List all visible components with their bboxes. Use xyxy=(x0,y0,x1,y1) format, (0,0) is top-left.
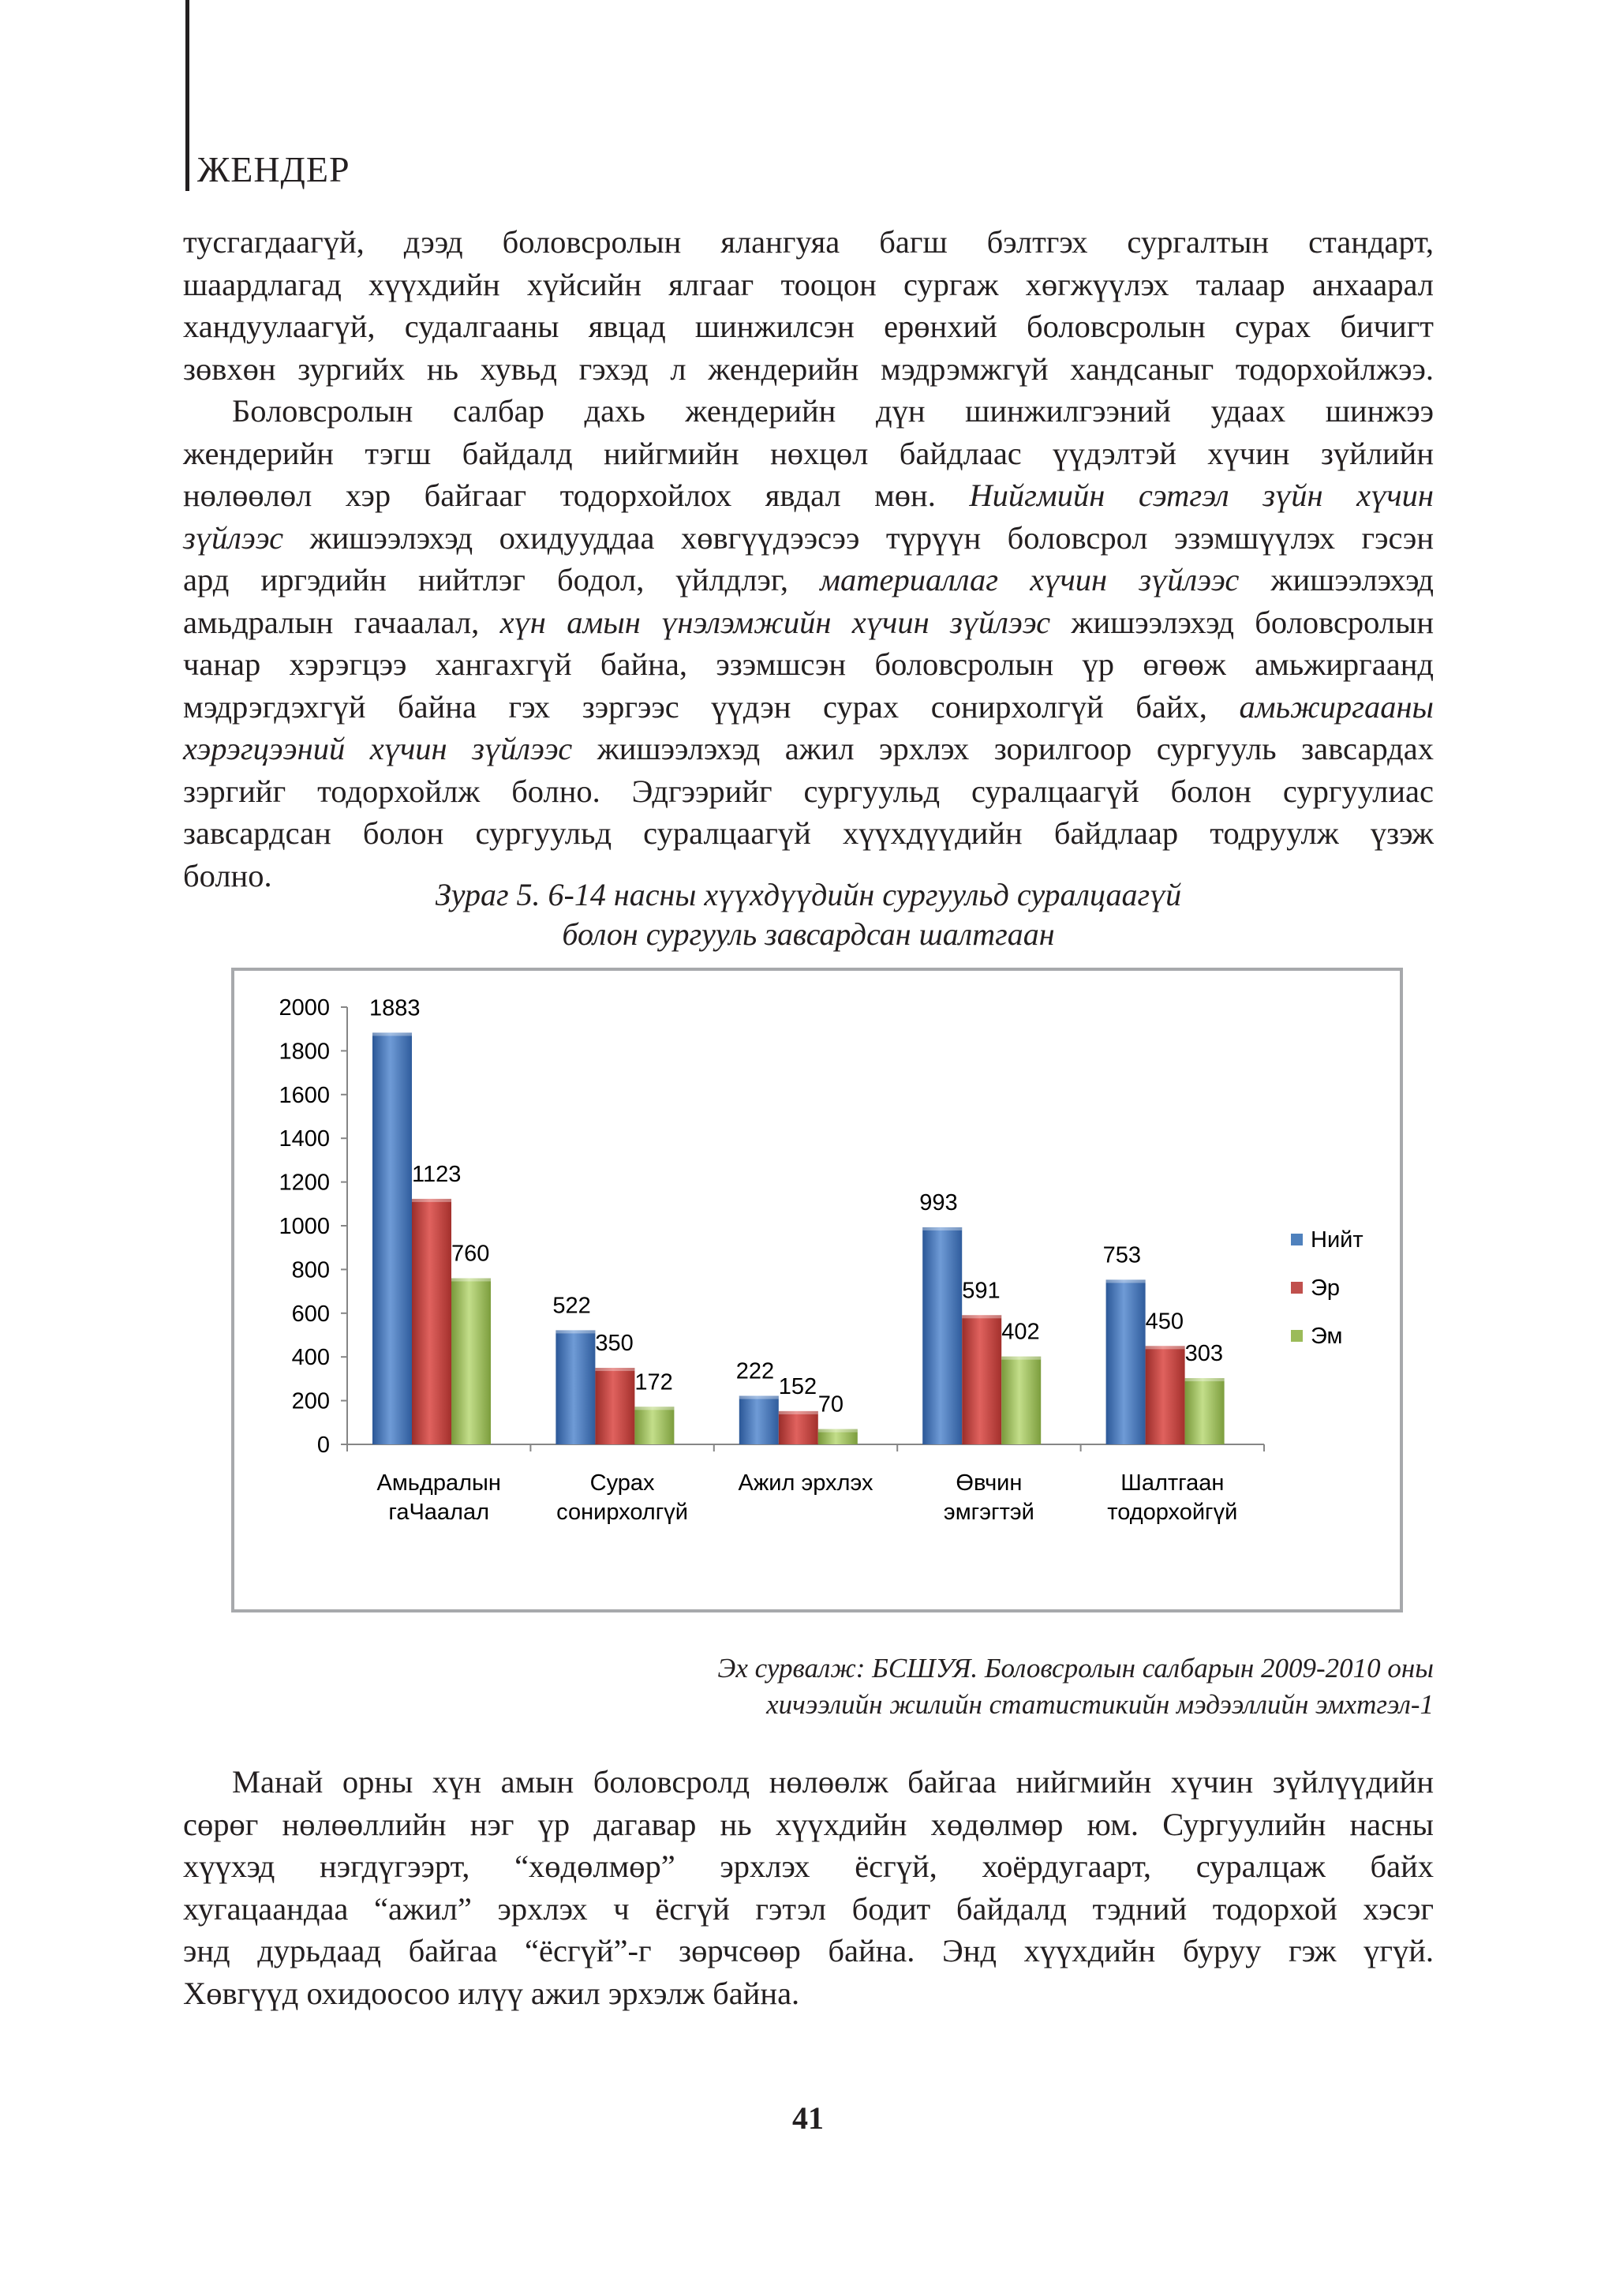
y-tick-label: 0 xyxy=(316,1433,330,1458)
text-line xyxy=(183,728,1434,770)
data-label: 753 xyxy=(1102,1242,1141,1268)
figure-source xyxy=(487,1650,1434,1723)
bar-top-highlight xyxy=(1001,1357,1041,1360)
bar-Нийт xyxy=(372,1032,412,1444)
y-tick-label: 600 xyxy=(291,1301,330,1327)
page-number: 41 xyxy=(792,2100,824,2136)
text-span: мэдрэгдэхгүй байна гэх зэргээс үүдэн сурах сонирхолгүй байх, xyxy=(183,688,1240,725)
text-span: нөлөөлөл хэр байгааг тодорхойлох явдал мөн. xyxy=(183,478,970,513)
legend-swatch xyxy=(1291,1330,1303,1342)
bar-Эм xyxy=(1185,1378,1225,1444)
category-label: сонирхолгүй xyxy=(556,1500,689,1525)
text-line xyxy=(183,517,1434,560)
caption-line-1: Зураг 5. 6-14 насны хүүхдүүдийн сургуульд суралцаагүй xyxy=(435,877,1182,912)
bar-Эм xyxy=(451,1278,491,1444)
y-tick-label: 1800 xyxy=(279,1039,330,1065)
figure-caption xyxy=(183,875,1434,954)
data-label: 1883 xyxy=(369,995,421,1021)
text-span: жишээлэхэд охидууддаа хөвгүүдээсээ түрүүн боловсрол эзэмшүүлэх гэсэн xyxy=(283,519,1434,556)
y-tick-label: 1200 xyxy=(279,1170,330,1196)
text-span: жишээлэхэд ажил эрхлэх зорилгоор сургууль завсардах xyxy=(572,731,1434,766)
text-line: жендерийн тэгш байдалд нийгмийн нөхцөл байдлаас үүдэлтэй хүчин зүйлийн xyxy=(183,435,1434,471)
y-tick-label: 2000 xyxy=(279,995,330,1021)
bar-top-highlight xyxy=(412,1199,451,1202)
text-line: зөвхөн зургийх нь хувьд гэхэд л жендерийн мэдрэмжгүй хандсаныг тодорхойлжээ. xyxy=(183,350,1434,387)
bar-Эр xyxy=(962,1315,1001,1444)
text-line: хандуулаагүй, судалгааны явцад шинжилсэн ерөнхий боловсролын сурах бичигт xyxy=(183,309,1434,344)
text-line: тусгагдаагүй, дээд боловсролын ялангуяа багш бэлтгэх сургалтын стандарт, xyxy=(183,224,1434,260)
text-line: энд дурьдаад байгаа “ёсгүй”-г зөрчсөөр байна. Энд хүүхдийн буруу гэж үгүй. xyxy=(183,1933,1434,1968)
legend-swatch xyxy=(1291,1282,1303,1294)
text-line xyxy=(183,559,1434,601)
text-line: зэргийг тодорхойлж болно. Эдгээрийг сургуульд суралцаагүй болон сургуулиас xyxy=(183,773,1434,809)
data-label: 760 xyxy=(451,1241,490,1267)
italic-term: Нийгмийн сэтгэл зүйн хүчин xyxy=(969,478,1435,513)
bar-Эр xyxy=(595,1368,634,1444)
text-line: Хөвгүүд охидоосоо илүү ажил эрхэлж байна. xyxy=(183,1975,800,2011)
data-label: 152 xyxy=(778,1373,817,1399)
data-label: 522 xyxy=(552,1293,591,1319)
category-label: тодорхойгүй xyxy=(1107,1500,1238,1525)
category-label: Ажил эрхлэх xyxy=(738,1470,873,1496)
data-label: 591 xyxy=(962,1278,1001,1304)
y-tick-label: 800 xyxy=(291,1257,330,1283)
y-tick-label: 1000 xyxy=(279,1214,330,1239)
data-label: 70 xyxy=(817,1391,844,1418)
bar-top-highlight xyxy=(634,1406,674,1410)
data-label: 402 xyxy=(1001,1319,1040,1345)
italic-term: хүн амын үнэлэмжийн хүчин зүйлээс xyxy=(499,604,1051,640)
text-span: жишээлэхэд боловсролын xyxy=(1050,604,1434,640)
text-line xyxy=(183,601,1434,644)
data-label: 993 xyxy=(919,1189,958,1215)
text-span: жишээлэхэд xyxy=(1239,562,1434,597)
text-line: хугацаандаа “ажил” эрхлэх ч ёсгүй гэтэл бодит байдалд тэдний тодорхой хэсэг xyxy=(183,1890,1434,1927)
paragraph-2 xyxy=(183,390,1434,897)
text-line xyxy=(183,474,1434,517)
bar-top-highlight xyxy=(922,1227,962,1230)
source-line-2: хичээлийн жилийн статистикийн мэдээллийн эмхтгэл-1 xyxy=(766,1689,1434,1720)
category-label: эмгэгтэй xyxy=(943,1500,1034,1525)
paragraph-3 xyxy=(183,1761,1434,2014)
bar-top-highlight xyxy=(1106,1279,1146,1283)
bar-Эр xyxy=(412,1199,451,1444)
paragraph-1 xyxy=(183,221,1434,390)
bar-top-highlight xyxy=(818,1429,858,1433)
italic-term: хэрэгцээний хүчин зүйлээс xyxy=(183,731,573,766)
bar-Эр xyxy=(779,1411,818,1444)
legend-label: Нийт xyxy=(1311,1227,1364,1253)
data-label: 303 xyxy=(1184,1341,1223,1367)
text-line: сөрөг нөлөөллийн нэг үр дагавар нь хүүхдийн хөдөлмөр юм. Сургуулийн насны xyxy=(183,1806,1434,1842)
legend-swatch xyxy=(1291,1234,1303,1245)
data-label: 450 xyxy=(1145,1309,1184,1335)
text-line: чанар хэрэгцээ хангахгүй байна, эзэмшсэн боловсролын үр өгөөж амьжиргаанд xyxy=(183,646,1434,682)
text-line: шаардлагад хүүхдийн хүйсийн ялгааг тооцон сургаж хөгжүүлэх талаар анхаарал xyxy=(183,266,1434,302)
data-label: 350 xyxy=(595,1331,634,1357)
legend-label: Эм xyxy=(1311,1324,1343,1349)
bar-Нийт xyxy=(922,1227,962,1444)
caption-line-2: болон сургууль завсардсан шалтгаан xyxy=(562,916,1055,952)
text-line: болно. xyxy=(183,857,272,893)
category-label: Өвчин xyxy=(956,1470,1023,1496)
category-label: гаЧаалал xyxy=(388,1500,490,1525)
bar-top-highlight xyxy=(595,1368,634,1371)
category-label: Амьдралын xyxy=(376,1470,501,1496)
text-line: завсардсан болон сургуульд суралцаагүй хүүхдүүдийн байдлаар тодруулж үзэж xyxy=(183,815,1434,851)
bar-Нийт xyxy=(1106,1279,1146,1444)
y-tick-label: 400 xyxy=(291,1345,330,1371)
text-line: Боловсролын салбар дахь жендерийн дүн шинжилгээний удаах шинжээ xyxy=(232,393,1434,429)
text-line: хүүхэд нэгдүгээрт, “хөдөлмөр” эрхлэх ёсгүй, хоёрдугаарт, суралцаж байх xyxy=(183,1848,1434,1884)
bar-top-highlight xyxy=(1146,1346,1185,1349)
bar-top-highlight xyxy=(556,1330,595,1333)
bar-top-highlight xyxy=(779,1411,818,1414)
bar-Эм xyxy=(634,1406,674,1444)
bar-top-highlight xyxy=(1185,1378,1225,1381)
text-span: ард иргэдийн нийтлэг бодол, үйлдлэг, xyxy=(183,562,821,597)
text-line: Манай орны хүн амын боловсролд нөлөөлж байгаа нийгмийн хүчин зүйлүүдийн xyxy=(232,1764,1434,1800)
chart-frame xyxy=(231,968,1403,1612)
italic-term: амьжиргааны xyxy=(1239,688,1434,725)
legend-label: Эр xyxy=(1311,1275,1340,1301)
text-line xyxy=(183,686,1434,729)
italic-term: материаллаг хүчин зүйлээс xyxy=(820,562,1240,597)
y-tick-label: 1400 xyxy=(279,1126,330,1152)
source-line-1: Эх сурвалж: БСШУЯ. Боловсролын салбарын 2009-2010 оны xyxy=(717,1653,1434,1684)
data-label: 222 xyxy=(735,1358,775,1384)
header-rule xyxy=(185,0,189,191)
bar-chart xyxy=(234,971,1400,1609)
category-label: Шалтгаан xyxy=(1120,1470,1225,1496)
bar-top-highlight xyxy=(451,1278,491,1281)
bar-Нийт xyxy=(556,1330,595,1444)
data-label: 172 xyxy=(634,1369,673,1395)
category-label: Сурах xyxy=(589,1470,655,1496)
bar-Эр xyxy=(1146,1346,1185,1444)
bar-Нийт xyxy=(739,1396,779,1444)
y-tick-label: 1600 xyxy=(279,1082,330,1108)
section-title: ЖЕНДЕР xyxy=(197,149,350,189)
italic-term: зүйлээс xyxy=(183,519,284,556)
bar-top-highlight xyxy=(962,1315,1001,1318)
y-tick-label: 200 xyxy=(291,1388,330,1414)
text-span: амьдралын гачаалал, xyxy=(183,604,500,640)
bar-Эм xyxy=(1001,1357,1041,1444)
data-label: 1123 xyxy=(412,1161,462,1187)
bar-top-highlight xyxy=(372,1032,412,1036)
bar-top-highlight xyxy=(739,1396,779,1399)
